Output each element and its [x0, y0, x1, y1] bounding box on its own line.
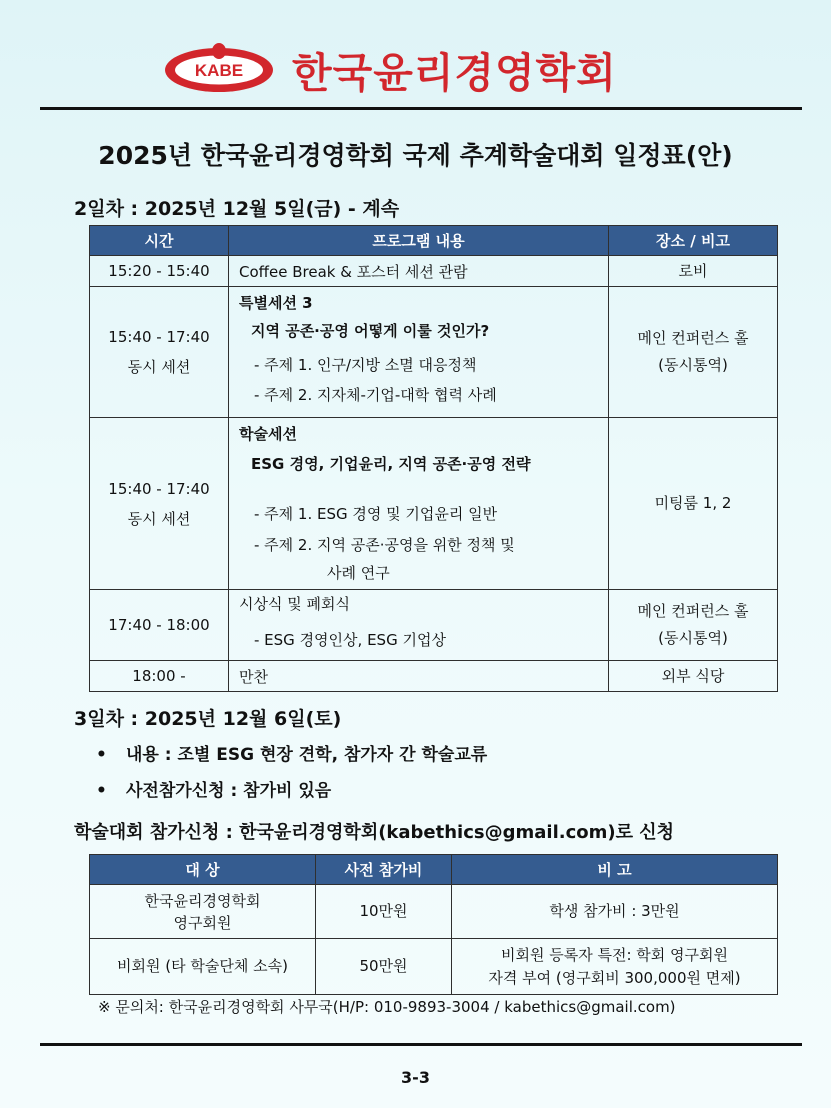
place-name: 메인 컨퍼런스 홀	[637, 329, 749, 347]
bullet-icon: •	[96, 781, 107, 801]
table-header-row	[90, 226, 778, 256]
program-cell	[229, 590, 609, 661]
table-header-row	[90, 855, 778, 885]
table-row	[90, 590, 778, 661]
program-cell: 만찬	[229, 661, 609, 692]
topic-item-continued: 사례 연구	[327, 564, 390, 582]
program-cell	[229, 418, 609, 590]
logo-text: KABE	[194, 61, 244, 80]
table-row	[90, 287, 778, 418]
table-row	[90, 256, 778, 287]
registration-heading: 학술대회 참가신청 : 한국윤리경영학회(kabethics@gmail.com)로 신청	[74, 822, 675, 843]
session-label: 학술세션	[239, 425, 297, 443]
place-cell	[609, 590, 778, 661]
column-header: 프로그램 내용	[229, 226, 609, 256]
place-cell	[609, 287, 778, 418]
session-title: 지역 공존·공영 어떻게 이룰 것인가?	[251, 322, 490, 340]
time-cell: 15:20 - 15:40	[90, 256, 229, 287]
day2-heading: 2일차 : 2025년 12월 5일(금) - 계속	[74, 198, 400, 220]
column-header: 비 고	[452, 855, 778, 885]
place-cell: 외부 식당	[609, 661, 778, 692]
day3-heading: 3일차 : 2025년 12월 6일(토)	[74, 708, 342, 730]
topic-item: - 주제 1. 인구/지방 소멸 대응정책	[254, 356, 477, 374]
place-cell: 미팅룸 1, 2	[609, 418, 778, 590]
time-cell	[90, 418, 229, 590]
fee-cell: 50만원	[316, 939, 452, 995]
topic-item: - 주제 2. 지자체-기업-대학 협력 사례	[254, 386, 497, 404]
note-cell: 학생 참가비 : 3만원	[452, 885, 778, 939]
document-title: 2025년 한국윤리경영학회 국제 추계학술대회 일정표(안)	[98, 141, 733, 170]
topic-item: - 주제 1. ESG 경영 및 기업윤리 일반	[254, 505, 498, 523]
place-note: (동시통역)	[658, 356, 728, 374]
column-header: 대 상	[90, 855, 316, 885]
column-header: 시간	[90, 226, 229, 256]
column-header: 장소 / 비고	[609, 226, 778, 256]
contact-note: ※ 문의처: 한국윤리경영학회 사무국(H/P: 010-9893-3004 / kabethics@gmail.com)	[98, 998, 676, 1016]
place-name: 메인 컨퍼런스 홀	[637, 602, 749, 620]
target-line: 영구회원	[173, 913, 232, 932]
time-note: 동시 세션	[127, 509, 191, 528]
note-line: 자격 부여 (영구회비 300,000원 면제)	[488, 968, 741, 987]
time-range: 15:40 - 17:40	[108, 479, 210, 498]
table-row	[90, 939, 778, 995]
topic-item: - 주제 2. 지역 공존·공영을 위한 정책 및	[254, 536, 515, 554]
bullet-text: 사전참가신청 : 참가비 있음	[126, 781, 332, 801]
table-row	[90, 885, 778, 939]
session-title: ESG 경영, 기업윤리, 지역 공존·공영 전략	[251, 455, 531, 473]
time-range: 15:40 - 17:40	[108, 328, 210, 346]
time-cell	[90, 287, 229, 418]
day3-bullet-item	[96, 740, 487, 765]
time-cell: 18:00 -	[90, 661, 229, 692]
place-note: (동시통역)	[658, 629, 728, 647]
registration-fee-table	[89, 854, 778, 995]
session-label: 특별세션 3	[239, 294, 313, 312]
program-cell	[229, 287, 609, 418]
header-rule	[40, 107, 802, 110]
society-name: 한국윤리경영학회	[292, 49, 617, 97]
topic-item: - ESG 경영인상, ESG 기업상	[254, 631, 446, 649]
day3-bullet-item	[96, 776, 331, 801]
table-row	[90, 661, 778, 692]
time-note: 동시 세션	[127, 358, 191, 376]
target-cell: 비회원 (타 학술단체 소속)	[90, 939, 316, 995]
note-line: 비회원 등록자 특전: 학회 영구회원	[501, 945, 728, 964]
program-title: 시상식 및 폐회식	[239, 595, 350, 613]
day2-schedule-table	[89, 225, 778, 692]
column-header: 사전 참가비	[316, 855, 452, 885]
program-cell: Coffee Break & 포스터 세션 관람	[229, 256, 609, 287]
bullet-text: 내용 : 조별 ESG 현장 견학, 참가자 간 학술교류	[126, 745, 488, 765]
time-cell: 17:40 - 18:00	[90, 590, 229, 661]
target-line: 한국윤리경영학회	[144, 891, 261, 910]
table-row	[90, 418, 778, 590]
bullet-icon: •	[96, 745, 107, 765]
kabe-logo	[163, 42, 275, 94]
place-cell: 로비	[609, 256, 778, 287]
page-number: 3-3	[401, 1068, 430, 1087]
target-cell	[90, 885, 316, 939]
note-cell	[452, 939, 778, 995]
footer-rule	[40, 1043, 802, 1046]
fee-cell: 10만원	[316, 885, 452, 939]
